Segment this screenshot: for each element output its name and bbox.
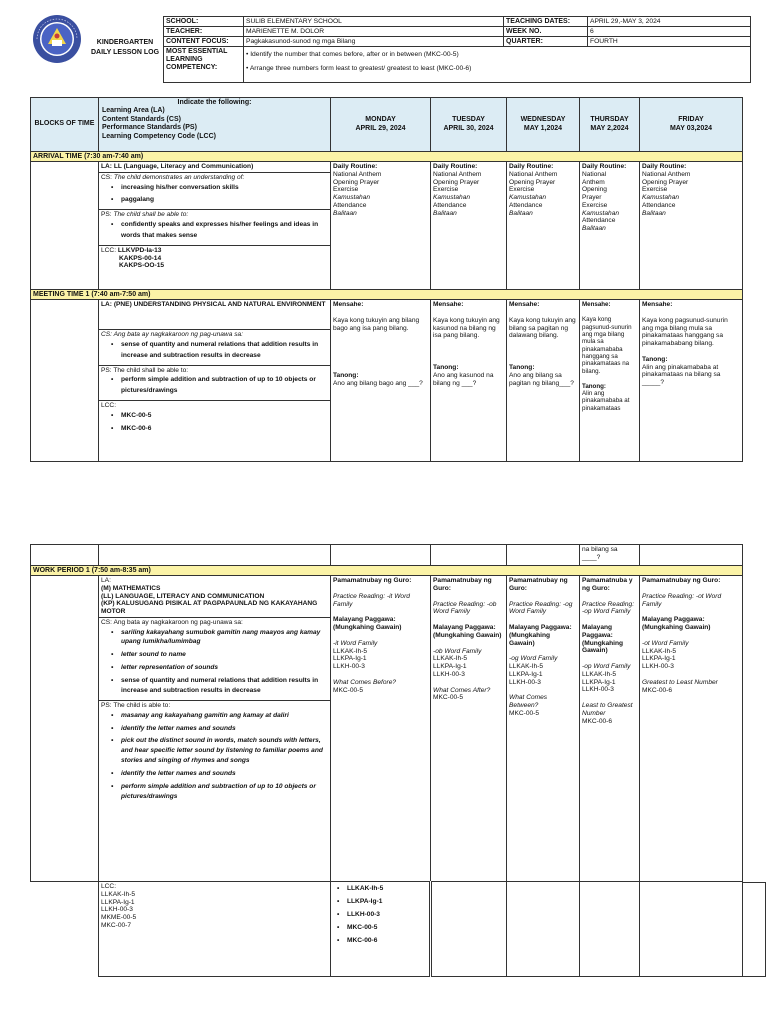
header-row-teacher (164, 27, 751, 37)
continuation-cell (31, 545, 99, 566)
practice-reading: Practice Reading: -op Word Family (582, 600, 635, 616)
practice-reading: Practice Reading: -ob Word Family (433, 600, 497, 616)
word-family: -it Word Family (333, 639, 378, 647)
meeting-time-cell (31, 300, 99, 462)
meeting-wednesday (507, 300, 580, 462)
ps-item: • pick out the distinct sound in words, match sounds with letters, and hear specific letter sound by listening to familiar poems and stories and singing of rhymes and songs (111, 736, 328, 766)
mensahe-label: Mensahe: (582, 301, 611, 308)
meeting-lcc (99, 401, 330, 438)
content-focus-value: Pagkakasunod-sunod ng mga Bilang (244, 37, 504, 47)
lcc-line (101, 247, 328, 255)
cs-item: • sense of quantity and numeral relations that addition results in increase and subtraction results in decrease (111, 676, 328, 696)
cs-item: • sariling kakayahang sumubok gamitin nang maayos ang kamay upang lumikha/lumimbag (111, 628, 328, 648)
lcc-label: LCC: (101, 402, 117, 410)
arrival-band-label: ARRIVAL TIME (7:30 am-7:40 am) (31, 152, 743, 162)
ps-item: • identify the letter names and sounds (111, 724, 328, 734)
malayang-label: Malayang Paggawa: (Mungkahing Gawain) (433, 624, 502, 639)
la-line: (M) MATHEMATICS (101, 584, 161, 592)
continuation-cell (640, 545, 743, 566)
guide-title: Pamamatnubay ng Guro: (509, 577, 568, 592)
cs-text: CS: Ang bata ay nagkakaroon ng pag-unawa sa: (101, 618, 243, 626)
practice-reading: Practice Reading: -it Word Family (333, 592, 410, 608)
meeting-band (31, 290, 743, 300)
guide-title: Pamamatnubay ng Guro: (642, 577, 721, 584)
overflow-cell (742, 882, 766, 977)
routine-item: National (582, 170, 607, 178)
continuation-cell (331, 545, 431, 566)
routine-item: Opening Prayer (509, 178, 556, 186)
routine-item: Kamustahan (642, 194, 680, 202)
la-label: LA: (101, 577, 111, 584)
work-la (99, 576, 330, 618)
cs-item: • sense of quantity and numeral relations that addition results in increase and subtraction results in decrease (111, 340, 328, 362)
routine-item: Exercise (433, 186, 459, 194)
day-date: APRIL 30, 2024 (443, 124, 494, 132)
lcc-code: LLKAK-Ih-5 (101, 890, 136, 898)
work-wednesday (507, 576, 580, 882)
tanong-label: Tanong: (582, 382, 606, 390)
teacher-label: TEACHER: (164, 27, 244, 37)
routine-title: Daily Routine: (509, 163, 554, 170)
routine-item: National Anthem (509, 170, 558, 178)
lcc-code: LLKH-00-3 (101, 906, 133, 914)
header-row-school (164, 17, 751, 27)
word-family: -ot Word Family (642, 639, 689, 647)
thursday-continuation: na bilang sa ____? (580, 545, 640, 566)
work-time-cell (31, 576, 99, 882)
doc-type-line2: DAILY LESSON LOG (90, 49, 160, 56)
ps-text: The child shall be able to: (113, 211, 189, 219)
school-label: SCHOOL: (164, 17, 244, 27)
indicate-item: Learning Competency Code (LCC) (102, 132, 216, 140)
lcc-code: KAKPS-00-14 (119, 254, 162, 262)
code: LLKH-00-3 (509, 678, 541, 686)
plan-header-row (31, 98, 743, 152)
meeting-monday (331, 300, 431, 462)
blocks-of-time-header: BLOCKS OF TIME (31, 98, 99, 152)
code: LLKPA-Ig-1 (582, 678, 616, 686)
cs-item: • increasing his/her conversation skills (111, 183, 328, 194)
day-name: FRIDAY (678, 116, 704, 124)
code: LLKPA-Ig-1 (509, 670, 543, 678)
cs-text: The child demonstrates an understanding of: (113, 173, 245, 181)
lcc-bullet: • MKC-00-6 (337, 936, 427, 947)
routine-item: Balitaan (509, 209, 533, 217)
ps-item: • perform simple addition and subtraction of up to 10 objects or pictures/drawings (111, 782, 328, 802)
routine-item: National Anthem (433, 170, 482, 178)
work-band (31, 566, 743, 576)
teaching-dates-label: TEACHING DATES: (504, 17, 588, 27)
routine-item: Opening Prayer (433, 178, 480, 186)
quarter-value: FOURTH (588, 37, 751, 47)
melc-item: • Arrange three numbers form least to greatest/ greatest to least (MKC-00-6) (246, 65, 472, 72)
tanong-text: Ano ang bilang sa pagitan ng bilang___? (509, 371, 574, 387)
empty-cell (580, 882, 640, 977)
mensahe-text: Kaya kong tukuyin ang bilang bago ang isa pang bilang. (333, 316, 420, 332)
day-header-tuesday (431, 98, 507, 152)
lcc-row-blank (31, 882, 99, 977)
word-family: -op Word Family (582, 663, 631, 671)
day-name: TUESDAY (452, 116, 485, 124)
lcc-bullet: • LLKH-00-3 (337, 910, 427, 921)
mensahe-label: Mensahe: (333, 301, 364, 308)
arrival-monday (331, 162, 431, 290)
continuation-cell (99, 545, 331, 566)
meeting-band-label: MEETING TIME 1 (7:40 am-7:50 am) (31, 290, 743, 300)
lesson-plan-table-page2 (30, 544, 743, 977)
lcc-code: LLKVPD-Ia-13 (117, 246, 162, 254)
ps-item: • identify the letter names and sounds (111, 769, 328, 779)
empty-cell (507, 882, 580, 977)
code: LLKPA-Ig-1 (333, 655, 367, 663)
arrival-band (31, 152, 743, 162)
routine-item: Exercise (333, 186, 359, 194)
code: LLKH-00-3 (582, 686, 614, 694)
continuation-cell (507, 545, 580, 566)
empty-cell (431, 882, 507, 977)
code: LLKPA-Ig-1 (642, 655, 676, 663)
day-date: MAY 03,2024 (669, 124, 713, 132)
meeting-cs (99, 330, 330, 366)
guide-title: Pamamatnuba y ng Guro: (582, 577, 633, 592)
lcc-row (31, 882, 743, 977)
quarter-label: QUARTER: (504, 37, 588, 47)
tanong-label: Tanong: (509, 364, 535, 372)
ps-text: PS: The child is able to: (101, 701, 171, 709)
day-date: MAY 1,2024 (523, 124, 563, 132)
arrival-wednesday (507, 162, 580, 290)
work-cs (99, 618, 330, 701)
lesson-plan-table-page1 (30, 97, 743, 462)
doc-type-line1: KINDERGARTEN (96, 39, 154, 46)
routine-item: Exercise (642, 186, 668, 194)
header-table (163, 16, 751, 83)
lcc-item: • MKC-00-5 (111, 411, 328, 422)
malayang-label: Malayang Paggawa: (Mungkahing Gawain) (642, 616, 711, 632)
code: LLKAK-Ih-5 (333, 647, 368, 655)
arrival-lcc (99, 246, 330, 271)
cs-label: CS: (101, 173, 112, 181)
arrival-cs (99, 173, 330, 211)
ps-item: • confidently speaks and expresses his/her feelings and ideas in words that makes sense (111, 220, 328, 242)
arrival-friday (640, 162, 743, 290)
tanong-text: Ano ang kasunod na bilang ng ___? (433, 371, 494, 387)
practice-reading: Practice Reading: -og Word Family (509, 600, 573, 616)
meeting-tuesday (431, 300, 507, 462)
routine-item: Exercise (582, 201, 608, 209)
code: LLKAK-Ih-5 (642, 647, 677, 655)
routine-title: Daily Routine: (333, 163, 378, 170)
meeting-la: LA: (PNE) UNDERSTANDING PHYSICAL AND NATURAL ENVIRONMENT (99, 300, 330, 330)
closing-activity: What Comes Between? (509, 694, 548, 710)
indicate-title: Indicate the following: (177, 99, 252, 106)
lcc-code: KAKPS-OO-15 (119, 262, 165, 270)
closing-activity: What Comes After? (433, 686, 491, 694)
routine-item: Opening Prayer (333, 178, 380, 186)
melc-item-text: Arrange three numbers form least to greatest/ greatest to least (MKC-00-6) (249, 65, 472, 72)
arrival-row (31, 162, 743, 290)
closing-activity: What Comes Before? (333, 678, 397, 686)
cs-item: • paggalang (111, 195, 328, 206)
lcc-item: • MKC-00-6 (111, 424, 328, 435)
la-line: (KP) KALUSUGANG PISIKAL AT PAGPAPAUNLAD NG KAKAYAHANG MOTOR (101, 600, 318, 616)
day-header-wednesday (507, 98, 580, 152)
continuation-row (31, 545, 743, 566)
work-row (31, 576, 743, 882)
routine-item: Balitaan (642, 209, 666, 217)
lcc-code: LLKPA-Ig-1 (101, 898, 135, 906)
routine-item: Prayer (582, 194, 602, 202)
meeting-indicators (99, 300, 331, 462)
closing-code: MKC-00-6 (582, 717, 613, 725)
work-band-label: WORK PERIOD 1 (7:50 am-8:35 am) (31, 566, 743, 576)
mensahe-label: Mensahe: (433, 301, 464, 308)
melc-cell (244, 47, 751, 83)
meeting-friday (640, 300, 743, 462)
week-label: WEEK NO. (504, 27, 588, 37)
deped-seal (32, 14, 82, 64)
work-friday (640, 576, 743, 882)
guide-title: Pamamatnubay ng Guro: (433, 577, 492, 592)
mensahe-text: Kaya kong tukuyin ang kasunod na bilang ng isa pang bilang. (433, 316, 500, 340)
arrival-time-cell (31, 162, 99, 290)
closing-code: MKC-00-5 (509, 709, 540, 717)
lcc-bullet: • LLKPA-Ig-1 (337, 897, 427, 908)
ps-item: • masanay ang kakayahang gamitin ang kamay at daliri (111, 711, 328, 721)
routine-title: Daily Routine: (433, 163, 478, 170)
routine-item: Balitaan (333, 209, 357, 217)
routine-item: Kamustahan (509, 194, 547, 202)
mensahe-text: Kaya kong tukuyin ang bilang sa pagitan ng dalawang bilang. (509, 316, 576, 340)
doc-type (86, 38, 164, 58)
lcc-code: MKC-00-7 (101, 921, 132, 929)
closing-activity: Greatest to Least Number (642, 678, 718, 686)
ps-label: PS: (101, 211, 112, 219)
routine-item: Attendance (642, 201, 676, 209)
routine-item: National Anthem (642, 170, 691, 178)
arrival-indicators (99, 162, 331, 290)
mensahe-label: Mensahe: (642, 301, 673, 308)
routine-item: Opening (582, 186, 607, 194)
closing-code: MKC-00-5 (333, 686, 364, 694)
cs-item: • letter representation of sounds (111, 663, 328, 673)
day-name: WEDNESDAY (520, 116, 566, 124)
day-date: MAY 2,2024 (590, 124, 629, 132)
school-value: SULIB ELEMENTARY SCHOOL (244, 17, 504, 27)
malayang-label: Malayang Paggawa: (Mungkahing Gawain) (582, 624, 624, 655)
mensahe-label: Mensahe: (509, 301, 540, 308)
indicate-item: Learning Area (LA) (102, 107, 165, 115)
routine-title: Daily Routine: (642, 163, 687, 170)
meeting-row (31, 300, 743, 462)
melc-item: • Identify the number that comes before, after or in between (MKC-00-5) (246, 51, 459, 58)
routine-item: Anthem (582, 178, 605, 186)
tanong-label: Tanong: (333, 372, 359, 380)
closing-activity: Least to Greatest Number (582, 702, 633, 717)
routine-item: Attendance (433, 201, 467, 209)
continuation-cell (431, 545, 507, 566)
indicate-header (99, 98, 331, 152)
work-thursday (580, 576, 640, 882)
cs-text: CS: Ang bata ay nagkakaroon ng pag-unawa sa: (101, 331, 243, 338)
routine-title: Daily Routine: (582, 163, 627, 170)
lcc-bullet: • MKC-00-5 (337, 923, 427, 934)
la-line: (LL) LANGUAGE, LITERACY AND COMMUNICATION (101, 592, 265, 600)
meeting-thursday (580, 300, 640, 462)
code: LLKPA-Ig-1 (433, 663, 467, 671)
day-name: MONDAY (365, 116, 396, 124)
lcc-label: LCC: (101, 246, 117, 254)
code: LLKAK-Ih-5 (582, 670, 617, 678)
content-focus-label: CONTENT FOCUS: (164, 37, 244, 47)
tanong-label: Tanong: (433, 364, 459, 372)
mensahe-text: Kaya kong pagsunud-sunurin ang mga bilang mula sa pinakamababa hanggang sa pinakamataas na bilang. (582, 316, 632, 375)
day-header-friday (640, 98, 743, 152)
teaching-dates-value: APRIL 29,-MAY 3, 2024 (588, 17, 751, 27)
work-monday (331, 576, 431, 882)
header-row-melc (164, 47, 751, 83)
closing-code: MKC-00-6 (642, 686, 673, 694)
tanong-text: Ano ang bilang bago ang ___? (333, 380, 423, 388)
day-name: THURSDAY (590, 116, 629, 124)
melc-item-text: Identify the number that comes before, after or in between (MKC-00-5) (250, 51, 459, 58)
day-header-monday (331, 98, 431, 152)
routine-item: Kamustahan (433, 194, 471, 202)
routine-item: National Anthem (333, 170, 382, 178)
ps-text: PS: The child shall be able to: (101, 366, 189, 374)
work-ps (99, 701, 330, 806)
teacher-value: MARIENETTE M. DOLOR (244, 27, 504, 37)
tanong-text: Alin ang pinakamababa at pinakamataas na bilang sa _____? (642, 363, 721, 387)
routine-item: Attendance (509, 201, 543, 209)
tanong-text: Alin ang pinakamababa at pinakamataas (582, 390, 630, 412)
code: LLKAK-Ih-5 (433, 655, 468, 663)
word-family: -ob Word Family (433, 647, 482, 655)
lcc-bullet: • LLKAK-Ih-5 (337, 884, 427, 895)
meeting-ps (99, 366, 330, 402)
arrival-tuesday (431, 162, 507, 290)
work-lcc-bullets (331, 882, 431, 977)
empty-cell (640, 882, 743, 977)
cs-item: • letter sound to name (111, 650, 328, 660)
code: LLKH-00-3 (642, 663, 674, 671)
routine-item: Kamustahan (582, 209, 620, 217)
day-date: APRIL 29, 2024 (355, 124, 406, 132)
seal-icon (32, 14, 82, 64)
work-tuesday (431, 576, 507, 882)
closing-code: MKC-00-5 (433, 694, 464, 702)
routine-item: Exercise (509, 186, 535, 194)
arrival-la: LA: LL (Language, Literacy and Communication) (99, 162, 330, 173)
lcc-code: MKME-00-5 (101, 914, 137, 922)
day-header-thursday (580, 98, 640, 152)
code: LLKAK-Ih-5 (509, 663, 544, 671)
work-indicators (99, 576, 331, 882)
malayang-label: Malayang Paggawa: (Mungkahing Gawain) (333, 616, 402, 632)
tanong-label: Tanong: (642, 355, 668, 363)
routine-item: Attendance (582, 217, 616, 225)
indicate-item: Content Standards (CS) (102, 115, 181, 123)
word-family: -og Word Family (509, 655, 558, 663)
routine-item: Balitaan (582, 225, 606, 233)
work-lcc-codes (99, 882, 331, 977)
code: LLKH-00-3 (433, 670, 465, 678)
routine-item: Opening Prayer (642, 178, 689, 186)
routine-item: Attendance (333, 201, 367, 209)
guide-title: Pamamatnubay ng Guro: (333, 577, 412, 584)
indicate-item: Performance Standards (PS) (102, 124, 197, 132)
arrival-thursday (580, 162, 640, 290)
melc-label: MOST ESSENTIAL LEARNING COMPETENCY: (164, 47, 244, 83)
routine-item: Kamustahan (333, 194, 371, 202)
malayang-label: Malayang Paggawa: (Mungkahing Gawain) (509, 624, 572, 647)
ps-item: • perform simple addition and subtraction of up to 10 objects or pictures/drawings (111, 375, 328, 397)
mensahe-text: Kaya kong pagsunud-sunurin ang mga bilang mula sa pinakamataas hanggang sa pinakamababang bilang. (642, 316, 728, 348)
header-row-content (164, 37, 751, 47)
code: LLKH-00-3 (333, 663, 365, 671)
routine-item: Balitaan (433, 209, 457, 217)
week-value: 6 (588, 27, 751, 37)
practice-reading: Practice Reading: -ot Word Family (642, 592, 722, 608)
arrival-ps (99, 210, 330, 246)
lcc-label: LCC: (101, 883, 117, 890)
